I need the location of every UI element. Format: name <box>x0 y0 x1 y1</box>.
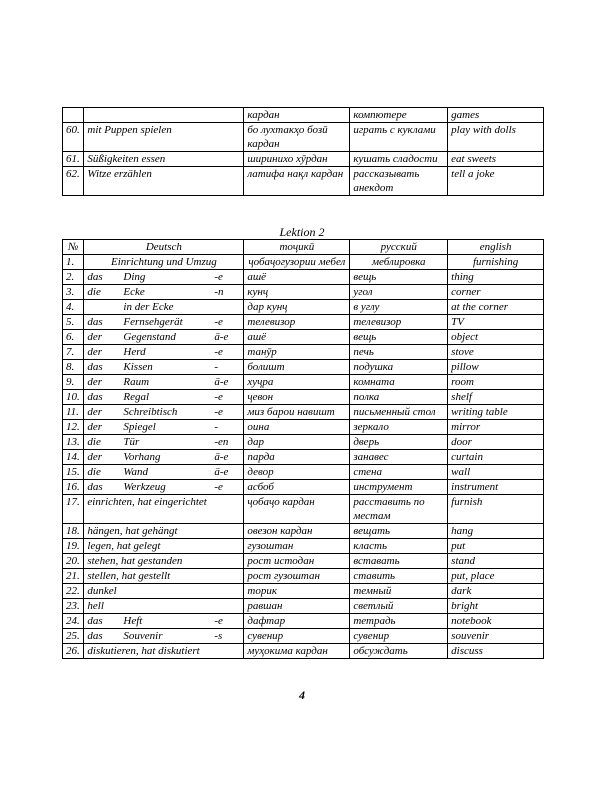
cell-tajik: девор <box>244 465 350 480</box>
cell-tajik: бо лухтакҳо бозӣ кардан <box>244 123 350 152</box>
cell-russian: письменный стол <box>350 405 448 420</box>
cell-english: put <box>448 539 544 554</box>
table-row <box>63 152 544 167</box>
cell-deutsch <box>84 569 244 584</box>
cell-tajik: дар <box>244 435 350 450</box>
cell-deutsch <box>84 539 244 554</box>
table-row <box>63 167 544 196</box>
cell-tajik: асбоб <box>244 480 350 495</box>
cell-english: furnish <box>448 495 544 524</box>
table-row <box>63 390 544 405</box>
article: das <box>87 391 103 403</box>
cell-tajik: ҷобаҷо кардан <box>244 495 350 524</box>
article: der <box>87 406 103 418</box>
row-number: 60. <box>63 123 84 152</box>
cell-english: souvenir <box>448 629 544 644</box>
cell-russian: расставить по местам <box>350 495 448 524</box>
row-number: 9. <box>63 375 84 390</box>
row-number: 18. <box>63 524 84 539</box>
table-row <box>63 495 544 524</box>
row-number: 5. <box>63 315 84 330</box>
cell-russian: светлый <box>350 599 448 614</box>
cell-tajik: оина <box>244 420 350 435</box>
cell-deutsch <box>84 390 244 405</box>
cell-english: dark <box>448 584 544 599</box>
cell-russian: подушка <box>350 360 448 375</box>
cell-deutsch <box>84 108 244 123</box>
vocabulary-table <box>62 239 544 659</box>
word: Tür <box>123 436 140 448</box>
cell-english: play with dolls <box>448 123 544 152</box>
cell-deutsch <box>84 480 244 495</box>
cell-russian: телевизор <box>350 315 448 330</box>
lesson-title: Lektion 2 <box>279 225 325 239</box>
cell-deutsch <box>84 614 244 629</box>
cell-russian: класть <box>350 539 448 554</box>
table-row <box>63 629 544 644</box>
cell-deutsch <box>84 584 244 599</box>
cell-russian: дверь <box>350 435 448 450</box>
cell-deutsch: Witze erzählen <box>84 167 244 196</box>
cell-russian: ставить <box>350 569 448 584</box>
row-number: 8. <box>63 360 84 375</box>
cell-english: thing <box>448 270 544 285</box>
cell-russian: обсуждать <box>350 644 448 659</box>
cell-english: wall <box>448 465 544 480</box>
cell-russian: вещь <box>350 270 448 285</box>
table-row <box>63 599 544 614</box>
row-number: 10. <box>63 390 84 405</box>
article: der <box>87 421 103 433</box>
cell-deutsch <box>84 495 244 524</box>
cell-russian: вещать <box>350 524 448 539</box>
word: Spiegel <box>123 421 156 433</box>
cell-english: object <box>448 330 544 345</box>
cell-english: corner <box>448 285 544 300</box>
plural-suffix: -s <box>214 630 223 642</box>
article: das <box>87 481 103 493</box>
word: Gegenstand <box>123 331 176 343</box>
cell-deutsch <box>84 599 244 614</box>
cell-tajik: парда <box>244 450 350 465</box>
cell-deutsch <box>84 300 244 315</box>
word: Werkzeug <box>123 481 166 493</box>
row-number: 20. <box>63 554 84 569</box>
cell-deutsch <box>84 345 244 360</box>
word: stehen, hat gestanden <box>87 555 183 567</box>
row-number: 21. <box>63 569 84 584</box>
plural-suffix: - <box>214 361 219 373</box>
row-number: 19. <box>63 539 84 554</box>
cell-tajik: рост истодан <box>244 554 350 569</box>
row-number: 3. <box>63 285 84 300</box>
section-tajik: ҷобаҷогузории мебел <box>244 255 350 270</box>
plural-suffix: -n <box>214 286 224 298</box>
word: Regal <box>123 391 150 403</box>
table-row <box>63 480 544 495</box>
word: Raum <box>123 376 150 388</box>
cell-tajik: ҷевон <box>244 390 350 405</box>
cell-english: curtain <box>448 450 544 465</box>
header-tajik: тоҷикӣ <box>244 240 350 255</box>
table-row <box>63 345 544 360</box>
cell-english: discuss <box>448 644 544 659</box>
cell-english: bright <box>448 599 544 614</box>
cell-deutsch <box>84 330 244 345</box>
article: das <box>87 361 103 373</box>
table-row <box>63 420 544 435</box>
row-number: 13. <box>63 435 84 450</box>
cell-tajik: дар кунҷ <box>244 300 350 315</box>
table-row <box>63 315 544 330</box>
row-number: 62. <box>63 167 84 196</box>
plural-suffix: ä-e <box>214 376 229 388</box>
cell-deutsch <box>84 315 244 330</box>
cell-english: notebook <box>448 614 544 629</box>
word: Vorhang <box>123 451 161 463</box>
row-number: 16. <box>63 480 84 495</box>
word: Ecke <box>123 286 145 298</box>
cell-english: put, place <box>448 569 544 584</box>
cell-english: stand <box>448 554 544 569</box>
row-number: 2. <box>63 270 84 285</box>
cell-russian: рассказывать анекдот <box>350 167 448 196</box>
row-number: 22. <box>63 584 84 599</box>
cell-deutsch <box>84 644 244 659</box>
vocabulary-table-continued <box>62 107 544 196</box>
table-row <box>63 360 544 375</box>
table-row <box>63 435 544 450</box>
table-row <box>63 300 544 315</box>
cell-deutsch <box>84 420 244 435</box>
cell-deutsch <box>84 270 244 285</box>
section-english: furnishing <box>448 255 544 270</box>
cell-english: door <box>448 435 544 450</box>
word: dunkel <box>87 585 117 597</box>
table-row <box>63 450 544 465</box>
cell-english: pillow <box>448 360 544 375</box>
article: der <box>87 451 103 463</box>
word: diskutieren, hat diskutiert <box>87 645 200 657</box>
cell-russian: вещь <box>350 330 448 345</box>
table-row <box>63 285 544 300</box>
cell-russian: комната <box>350 375 448 390</box>
table-row <box>63 539 544 554</box>
article: das <box>87 615 103 627</box>
header-deutsch: Deutsch <box>84 240 244 255</box>
cell-tajik: ашё <box>244 330 350 345</box>
table-header-row <box>63 240 544 255</box>
row-number: 6. <box>63 330 84 345</box>
cell-tajik: телевизор <box>244 315 350 330</box>
row-number: 23. <box>63 599 84 614</box>
word: Souvenir <box>123 630 163 642</box>
cell-russian: полка <box>350 390 448 405</box>
table-row <box>63 554 544 569</box>
cell-russian: темный <box>350 584 448 599</box>
article: der <box>87 376 103 388</box>
row-number: 25. <box>63 629 84 644</box>
row-number <box>63 108 84 123</box>
table-row <box>63 614 544 629</box>
header-english: english <box>448 240 544 255</box>
cell-english: shelf <box>448 390 544 405</box>
article: das <box>87 316 103 328</box>
cell-tajik: болишт <box>244 360 350 375</box>
cell-english: instrument <box>448 480 544 495</box>
section-number: 1. <box>63 255 84 270</box>
article: der <box>87 346 103 358</box>
word: einrichten, hat eingerichtet <box>87 496 207 508</box>
word: Wand <box>123 466 149 478</box>
plural-suffix: ä-e <box>214 331 229 343</box>
article: der <box>87 331 103 343</box>
word: Schreibtisch <box>123 406 178 418</box>
cell-russian: кушать сладости <box>350 152 448 167</box>
cell-tajik: сувенир <box>244 629 350 644</box>
plural-suffix: -e <box>214 481 223 493</box>
header-number: № <box>63 240 84 255</box>
word: Herd <box>123 346 146 358</box>
word: Kissen <box>123 361 153 373</box>
cell-tajik: равшан <box>244 599 350 614</box>
cell-english: TV <box>448 315 544 330</box>
row-number: 14. <box>63 450 84 465</box>
cell-deutsch <box>84 285 244 300</box>
plural-suffix: -e <box>214 271 223 283</box>
cell-english: room <box>448 375 544 390</box>
cell-english: stove <box>448 345 544 360</box>
cell-tajik: рост гузоштан <box>244 569 350 584</box>
cell-deutsch: Süßigkeiten essen <box>84 152 244 167</box>
word: legen, hat gelegt <box>87 540 161 552</box>
table-row <box>63 270 544 285</box>
plural-suffix: -e <box>214 391 223 403</box>
cell-russian: зеркало <box>350 420 448 435</box>
table-row <box>63 584 544 599</box>
cell-tajik: ашё <box>244 270 350 285</box>
table-row <box>63 524 544 539</box>
table-row <box>63 644 544 659</box>
table-row <box>63 123 544 152</box>
cell-tajik: танӯр <box>244 345 350 360</box>
row-number: 11. <box>63 405 84 420</box>
cell-deutsch <box>84 524 244 539</box>
cell-tajik: кунҷ <box>244 285 350 300</box>
cell-tajik: хуҷра <box>244 375 350 390</box>
table-row <box>63 375 544 390</box>
cell-deutsch <box>84 465 244 480</box>
plural-suffix: -e <box>214 346 223 358</box>
cell-tajik: дафтар <box>244 614 350 629</box>
plural-suffix: ä-e <box>214 451 229 463</box>
cell-russian: в углу <box>350 300 448 315</box>
cell-english: writing table <box>448 405 544 420</box>
cell-russian: вставать <box>350 554 448 569</box>
cell-deutsch: mit Puppen spielen <box>84 123 244 152</box>
table-row <box>63 405 544 420</box>
article: die <box>87 436 101 448</box>
article: das <box>87 630 103 642</box>
section-row <box>63 255 544 270</box>
cell-russian: тетрадь <box>350 614 448 629</box>
cell-deutsch <box>84 405 244 420</box>
cell-russian: угол <box>350 285 448 300</box>
row-number: 24. <box>63 614 84 629</box>
cell-russian: компютере <box>350 108 448 123</box>
table-row <box>63 569 544 584</box>
cell-english: eat sweets <box>448 152 544 167</box>
cell-english: games <box>448 108 544 123</box>
plural-suffix: ä-e <box>214 466 229 478</box>
plural-suffix: -e <box>214 615 223 627</box>
section-russian: меблировка <box>350 255 448 270</box>
plural-suffix: - <box>214 421 219 433</box>
cell-russian: стена <box>350 465 448 480</box>
cell-deutsch <box>84 360 244 375</box>
cell-russian: играть с куклами <box>350 123 448 152</box>
cell-tajik: миз барои навишт <box>244 405 350 420</box>
row-number: 17. <box>63 495 84 524</box>
cell-english: at the corner <box>448 300 544 315</box>
cell-russian: занавес <box>350 450 448 465</box>
cell-tajik: овезон кардан <box>244 524 350 539</box>
row-number: 7. <box>63 345 84 360</box>
cell-tajik: латифа нақл кардан <box>244 167 350 196</box>
table-row <box>63 108 544 123</box>
row-number: 61. <box>63 152 84 167</box>
table-row <box>63 465 544 480</box>
word: Heft <box>123 615 143 627</box>
cell-russian: инструмент <box>350 480 448 495</box>
cell-tajik: муҳокима кардан <box>244 644 350 659</box>
cell-deutsch <box>84 629 244 644</box>
header-russian: русский <box>350 240 448 255</box>
cell-english: hang <box>448 524 544 539</box>
cell-english: tell a joke <box>448 167 544 196</box>
word: stellen, hat gestellt <box>87 570 171 582</box>
article: die <box>87 286 101 298</box>
word: Fernsehgerät <box>123 316 183 328</box>
cell-deutsch <box>84 554 244 569</box>
cell-deutsch <box>84 375 244 390</box>
cell-deutsch <box>84 435 244 450</box>
word: Ding <box>123 271 146 283</box>
cell-tajik: гузоштан <box>244 539 350 554</box>
plural-suffix: -e <box>214 316 223 328</box>
cell-english: mirror <box>448 420 544 435</box>
row-number: 12. <box>63 420 84 435</box>
article: das <box>87 271 103 283</box>
word: in der Ecke <box>123 301 174 313</box>
article: die <box>87 466 101 478</box>
row-number: 26. <box>63 644 84 659</box>
section-deutsch: Einrichtung und Umzug <box>84 255 244 270</box>
row-number: 15. <box>63 465 84 480</box>
cell-tajik: ширинихо хӯрдан <box>244 152 350 167</box>
word: hell <box>87 600 104 612</box>
table-row <box>63 330 544 345</box>
page-number: 4 <box>299 688 305 702</box>
word: hängen, hat gehängt <box>87 525 178 537</box>
cell-tajik: кардан <box>244 108 350 123</box>
cell-tajik: торик <box>244 584 350 599</box>
plural-suffix: -en <box>214 436 229 448</box>
plural-suffix: -e <box>214 406 223 418</box>
cell-russian: печь <box>350 345 448 360</box>
cell-deutsch <box>84 450 244 465</box>
row-number: 4. <box>63 300 84 315</box>
cell-russian: сувенир <box>350 629 448 644</box>
